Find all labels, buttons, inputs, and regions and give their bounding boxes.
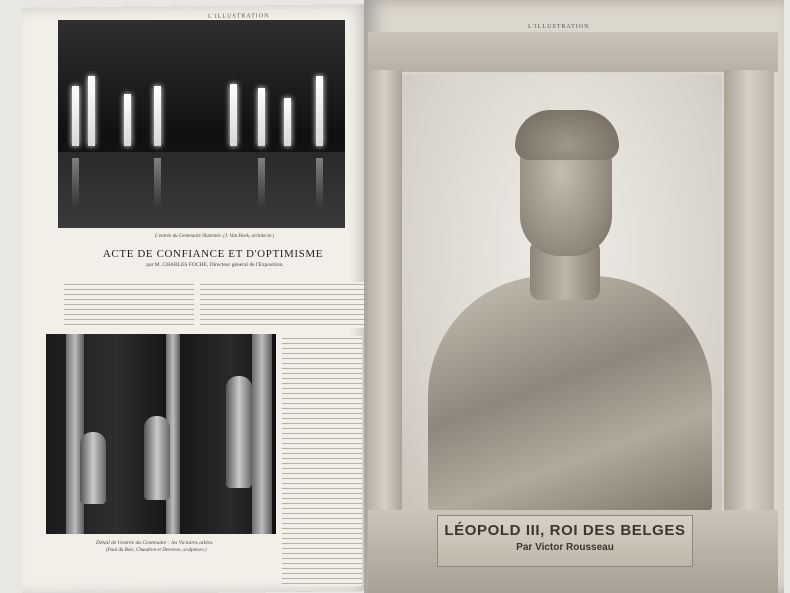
light-tower	[88, 76, 95, 146]
article-column-1	[64, 282, 194, 328]
winged-victory-statue	[226, 376, 252, 488]
statues-photo-credit: (Paul du Bois, Chaudron et Devreese, sculpteurs.)	[106, 548, 207, 553]
pillar	[66, 334, 84, 534]
light-tower	[284, 98, 291, 146]
stone-frame-lintel	[368, 32, 778, 72]
tower-reflection	[72, 158, 79, 208]
bust-drapery	[428, 276, 712, 512]
bust-hair	[515, 110, 619, 160]
plaque-subtitle: Par Victor Rousseau	[516, 542, 614, 553]
stone-column-left	[368, 70, 402, 510]
tower-reflection	[316, 158, 323, 208]
light-tower	[124, 94, 131, 146]
tower-reflection	[258, 158, 265, 208]
article-column-3	[282, 336, 362, 586]
light-tower	[316, 76, 323, 146]
winged-victory-statue	[144, 416, 170, 500]
plaque-title: LÉOPOLD III, ROI DES BELGES	[444, 522, 686, 539]
tower-reflection	[154, 158, 161, 208]
article-title: ACTE DE CONFIANCE ET D'OPTIMISME	[102, 248, 324, 260]
light-tower	[230, 84, 237, 146]
winged-victory-statue	[80, 432, 106, 504]
light-tower	[258, 88, 265, 146]
night-photo-caption: L'entrée du Centenaire illuminée. (J. Van Hoek, architecte.)	[155, 234, 275, 239]
night-exhibition-photo	[58, 20, 345, 228]
right-page-header: L'ILLUSTRATION	[528, 24, 590, 30]
stone-column-right	[724, 70, 774, 510]
left-page-header: L'ILLUSTRATION	[208, 13, 270, 20]
article-byline: par M. CHARLES FOCHE, Directeur général de l'Exposition.	[146, 262, 284, 268]
light-tower	[154, 86, 161, 146]
plaza-ground	[58, 152, 345, 228]
pillar	[252, 334, 272, 534]
statues-photo-caption: Détail de l'entrée du Centenaire : les Victoires ailées.	[96, 540, 214, 546]
winged-victories-photo	[46, 334, 276, 534]
article-column-2	[200, 282, 365, 328]
light-tower	[72, 86, 79, 146]
